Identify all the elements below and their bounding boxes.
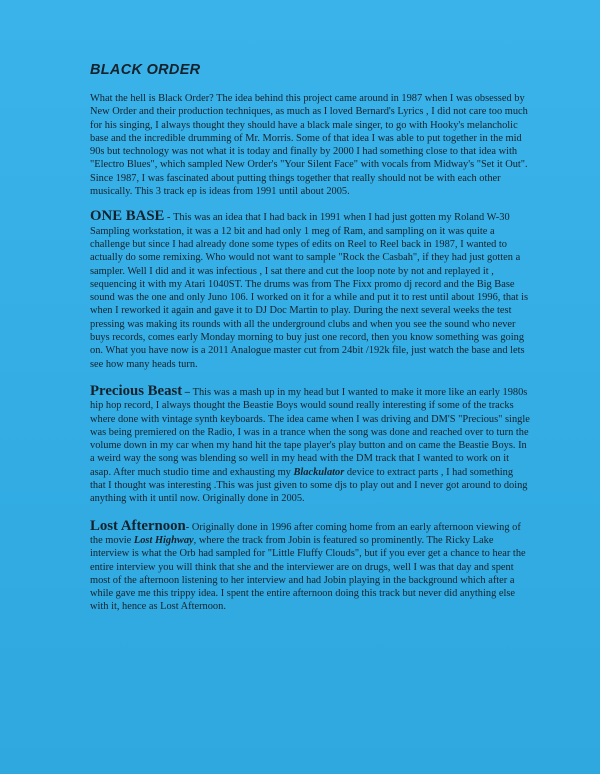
intro-paragraph: What the hell is Black Order? The idea behind this project came around in 1987 when I was obsessed by New Order and their production techniques, as much as I loved Bernard's Lyrics , I did not care too much for his singing, I always thought they should have a black male singer, to go with Hooky's melancholic base and the incredible drumming of Mr. Morris. Some of that idea I was able to put together in the mid 90s but technology was not what it is today and finally by 2000 I had something close to that idea with "Electro Blues", which sampled New Order's "Your Silent Face" with vocals from Midway's "Set it Out". Since 1987, I was fascinated about putting things together that really should not be with each other musically. This 3 track ep is ideas from 1991 until about 2005. [90, 93, 528, 198]
section-body-part: Originally done in 1996 after coming home from an early afternoon viewing of the movie [90, 521, 521, 546]
heading-separator: – [182, 386, 193, 398]
section-lost-afternoon [90, 517, 530, 614]
document-title: BLACK ORDER [90, 62, 201, 78]
section-body-part: , where the track from Jobin is featured so prominently. The Ricky Lake interview is what the Orb had sampled for "Little Fluffy Clouds", but if you ever get a chance to hear the entire interview you will think that she and the interviewer are on drugs, well I was that day and spent most of the afternoon listening to her interview and had Jobin playing in the background which after a while gave me this trippy idea. I spent the entire afternoon doing this track but never did anything else with it, hence as Lost Afternoon. [90, 534, 526, 613]
italic-term: Lost Highway [133, 534, 194, 546]
section-body-part: This was a mash up in my head but I wanted to make it more like an early 1980s hip hop record, I always thought the Beastie Boys would sound really interesting if some of the tracks where done with vintage synth keyboards. The idea came when I was driving and DM'S "Precious" single was being premiered on the Radio, I was in a trance when the song was done and reached over to turn the volume down in my car when my hand hit the tape player's play button and on came the Beastie Boys. In a weird way the song was blending so well in my head with the DM track that I wanted to work on it asap. After much studio time and exhausting my [90, 386, 530, 478]
heading-separator: - [185, 521, 192, 533]
document-body [90, 62, 530, 628]
section-heading: Lost Afternoon [90, 517, 186, 534]
section-body: This was an idea that I had back in 1991 when I had just gotten my Roland W-30 Sampling workstation, it was a 12 bit and had only 1 meg of Ram, and sampling on it was quite a challenge but since I had already done some types of edits on Reel to Reel back in 1987, I wanted to actually do some remixing. Who would not want to sample "Rock the Casbah", if they had just gotten a sampler. Well I did and it was infectious , I sat there and cut the loop note by not and replayed it , sequencing it with my Atari 1040ST. The drums was from The Fixx promo dj record and the Big Base sound was the one and only Juno 106. I worked on it for a while and put it to rest until about 1996, that is when I reworked it again and gave it to DJ Doc Martin to play. During the next several weeks the test pressing was making its rounds with all the underground clubs and when you see the sound who never buys records, comes early Monday morning to buy just one record, then you know something was going on. What you have now is a 2011 Analogue master cut from 24bit /192k file, just watch the base and lets see how many heads turn. [90, 212, 529, 370]
heading-separator: - [164, 212, 174, 224]
section-body-part: device to extract parts , I had something that I thought was interesting .This was just given to some djs to play out and I never got around to doing anything with it until now. Originally done in 2005. [90, 466, 528, 505]
section-one-base [90, 210, 530, 371]
section-heading: ONE BASE [90, 208, 165, 225]
section-heading: Precious Beast [90, 382, 183, 399]
italic-term: Blackulator [293, 466, 345, 478]
section-precious-beast [90, 382, 530, 506]
